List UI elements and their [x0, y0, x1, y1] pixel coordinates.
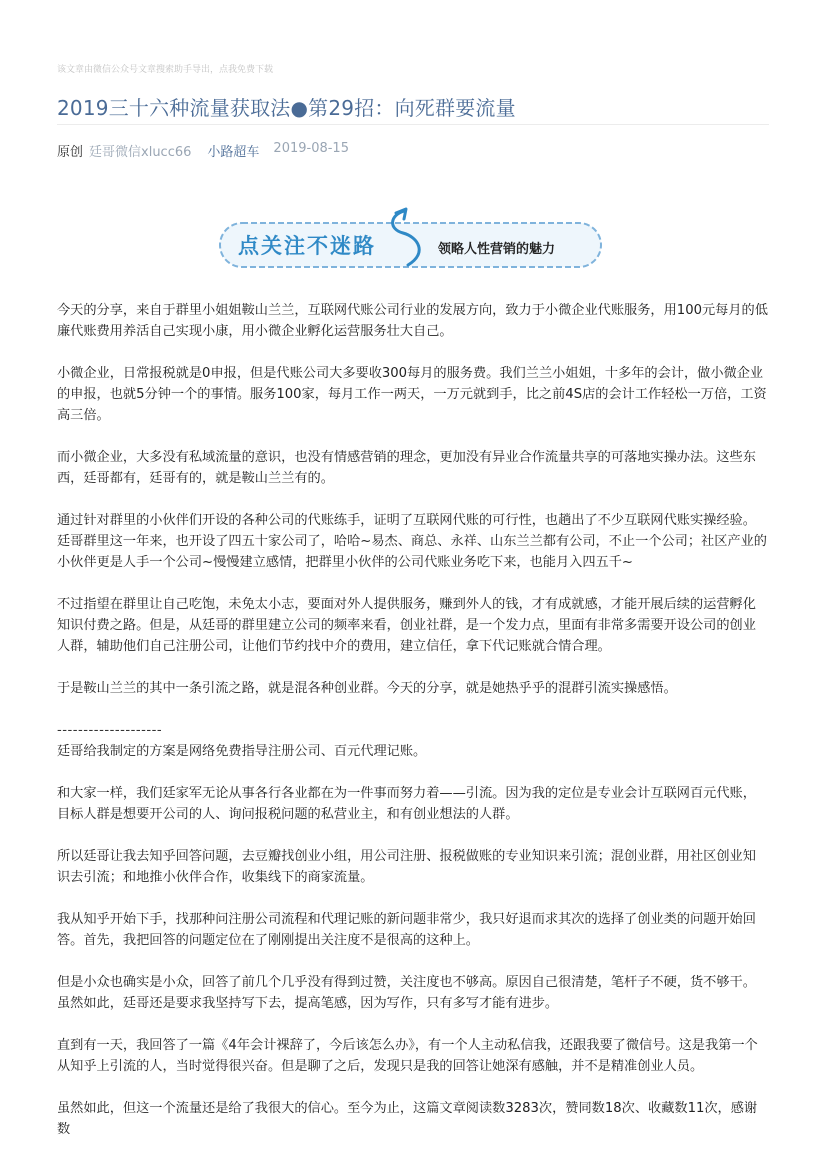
article-body: [57, 300, 769, 1161]
paragraph: 小微企业，日常报税就是0申报，但是代账公司大多要收300每月的服务费。我们兰兰小姐姐，十多年的会计，做小微企业的申报，也就5分钟一个的事情。服务100家，每月工作一两天，一万元就到手，比之前4S店的会计工作轻松一万倍，工资高三倍。: [57, 366, 767, 423]
article-meta: [57, 141, 349, 160]
account-link[interactable]: 小路超车: [207, 145, 260, 160]
export-notice-link[interactable]: 该文章由微信公众号文章搜索助手导出，点我免费下载: [57, 65, 274, 75]
banner-follow-text: 点关注不迷路: [238, 234, 376, 258]
paragraph: 不过指望在群里让自己吃饱，未免太小志，要面对外人提供服务，赚到外人的钱，才有成就感，才能开展后续的运营孵化知识付费之路。但是，从廷哥的群里建立公司的频率来看，创业社群，是一个发力点，里面有非常多需要开设公司的创业人群，辅助他们自己注册公司，让他们节约找中介的费用，建立信任，拿下代记账就合情合理。: [57, 597, 756, 654]
paragraph: 廷哥给我制定的方案是网络免费指导注册公司、百元代理记账。: [57, 744, 427, 759]
paragraph: 虽然如此，但这一个流量还是给了我很大的信心。至今为止，这篇文章阅读数3283次，赞同数18次、收藏数11次，感谢数: [57, 1101, 758, 1137]
title-divider: [57, 124, 769, 125]
paragraph: 直到有一天，我回答了一篇《4年会计裸辞了，今后该怎么办》，有一个人主动私信我，还跟我要了微信号。这是我第一个从知乎上引流的人，当时觉得很兴奋。但是聊了之后，发现只是我的回答让她深有感触，并不是精准创业人员。: [57, 1038, 758, 1074]
section-divider: --------------------: [57, 723, 163, 738]
publish-date: 2019-08-15: [273, 141, 349, 156]
paragraph: 而小微企业，大多没有私域流量的意识，也没有情感营销的理念，更加没有异业合作流量共享的可落地实操办法。这些东西，廷哥都有，廷哥有的，就是鞍山兰兰有的。: [57, 450, 756, 486]
original-tag: 原创: [57, 145, 84, 160]
paragraph: 我从知乎开始下手，找那种问注册公司流程和代理记账的新问题非常少，我只好退而求其次的选择了创业类的问题开始回答。首先，我把回答的问题定位在了刚刚提出关注度不是很高的这种上。: [57, 912, 756, 948]
paragraph: 所以廷哥让我去知乎回答问题，去豆瓣找创业小组，用公司注册、报税做账的专业知识来引流；混创业群，用社区创业知识去引流；和地推小伙伴合作，收集线下的商家流量。: [57, 849, 756, 885]
paragraph: 于是鞍山兰兰的其中一条引流之路，就是混各种创业群。今天的分享，就是她热乎乎的混群引流实操感悟。: [57, 681, 677, 696]
paragraph: 和大家一样，我们廷家军无论从事各行各业都在为一件事而努力着——引流。因为我的定位是专业会计互联网百元代账，目标人群是想要开公司的人、询问报税问题的私营业主，和有创业想法的人群。: [57, 786, 756, 822]
page-title: 2019三十六种流量获取法●第29招：向死群要流量: [57, 96, 516, 120]
author-name: 廷哥微信xlucc66: [89, 145, 192, 160]
banner-slogan: 领略人性营销的魅力: [438, 242, 556, 257]
paragraph: 但是小众也确实是小众，回答了前几个几乎没有得到过赞，关注度也不够高。原因自己很清楚，笔杆子不硬，货不够干。虽然如此，廷哥还是要求我坚持写下去，提高笔感，因为写作，只有多写才能有进步。: [57, 975, 756, 1011]
follow-banner: [218, 205, 603, 271]
paragraph: 通过针对群里的小伙伴们开设的各种公司的代账练手，证明了互联网代账的可行性，也趟出了不少互联网代账实操经验。廷哥群里这一年来，也开设了四五十家公司了，哈哈~易杰、商总、永祥、山东兰兰都有公司，不止一个公司；社区产业的小伙伴更是人手一个公司~慢慢建立感情，把群里小伙伴的公司代账业务吃下来，也能月入四五千~: [57, 513, 767, 570]
paragraph: 今天的分享，来自于群里小姐姐鞍山兰兰，互联网代账公司行业的发展方向，致力于小微企业代账服务，用100元每月的低廉代账费用养活自己实现小康，用小微企业孵化运营服务壮大自己。: [57, 303, 768, 339]
